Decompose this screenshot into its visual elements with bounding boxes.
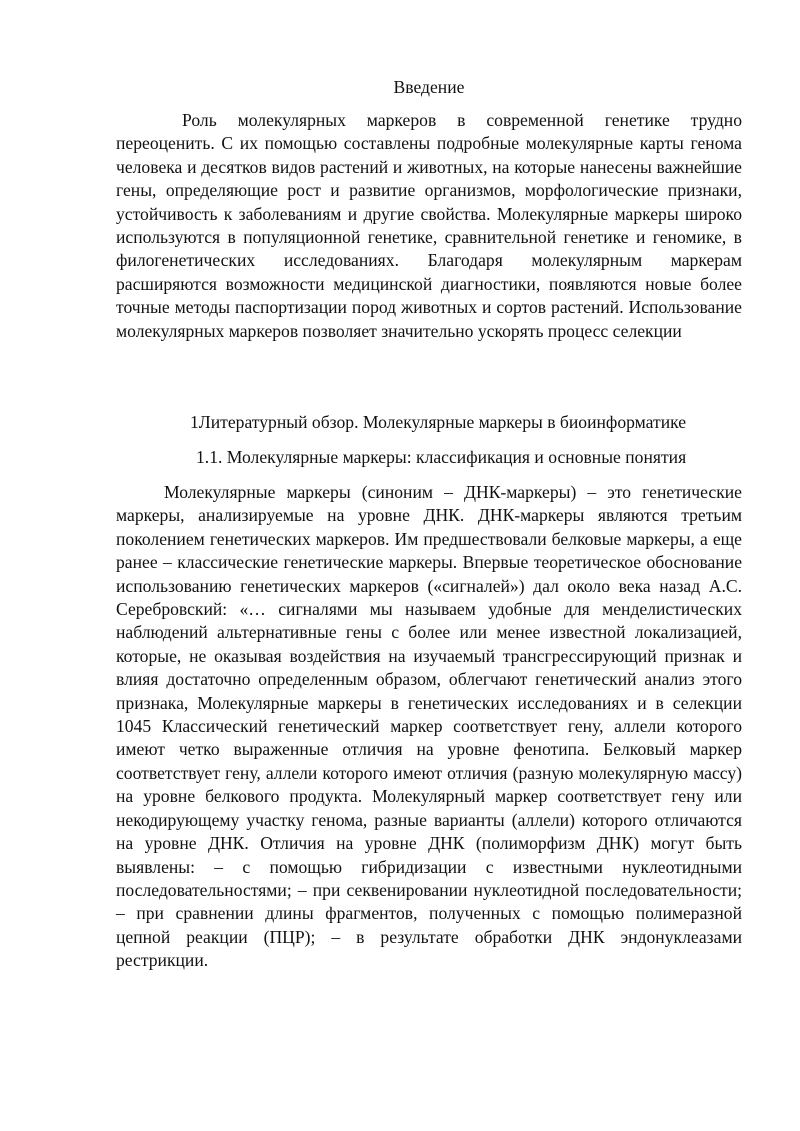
body-paragraph: Молекулярные маркеры (синоним – ДНК-маркеры) – это генетические маркеры, анализируемые на уровне ДНК. ДНК-маркеры являются третьим поколением генетических маркеров. Им предшествовали белковые маркеры, а еще ранее – классические генетические маркеры. Впервые теоретическое обоснование использованию генетических маркеров («сигналей») дал около века назад А.С. Серебровский: «… сигналями мы называем удобные для менделистических наблюдений альтернативные гены с более или менее известной локализацией, которые, не оказывая воздействия на изучаемый трансгрессирующий признак и влияя достаточно определенным образом, облегчают генетический анализ этого признака, Молекулярные маркеры в генетических исследованиях и в селекции 1045 Классический генетический маркер соответствует гену, аллели которого имеют четко выраженные отличия на уровне фенотипа. Белковый маркер соответствует гену, аллели которого имеют отличия (разную молекулярную массу) на уровне белкового продукта. Молекулярный маркер соответствует гену или некодирующему участку генома, разные варианты (аллели) которого отличаются на уровне ДНК. Отличия на уровне ДНК (полиморфизм ДНК) могут быть выявлены: – с помощью гибридизации с известными нуклеотидными последовательностями; – при секвенировании нуклеотидной последовательности; – при сравнении длины фрагментов, полученных с помощью полимеразной цепной реакции (ПЦР); – в результате обработки ДНК эндонуклеазами рестрикции.: [116, 482, 742, 971]
subsection-heading: 1.1. Молекулярные маркеры: классификация и основные понятия: [196, 447, 687, 467]
intro-paragraph: Роль молекулярных маркеров в современной генетике трудно переоценить. С их помощью составлены подробные молекулярные карты генома человека и десятков видов растений и животных, на которые нанесены важнейшие гены, определяющие рост и развитие организмов, морфологические признаки, устойчивость к заболеваниям и другие свойства. Молекулярные маркеры широко используются в популяционной генетике, сравнительной генетике и геномике, в филогенетических исследованиях. Благодаря молекулярным маркерам расширяются возможности медицинской диагностики, появляются новые более точные методы паспортизации пород животных и сортов растений. Использование молекулярных маркеров позволяет значительно ускорять процесс селекции: [116, 110, 742, 341]
page-title: Введение: [393, 77, 465, 97]
section-heading: 1Литературный обзор. Молекулярные маркеры в биоинформатике: [190, 412, 687, 432]
